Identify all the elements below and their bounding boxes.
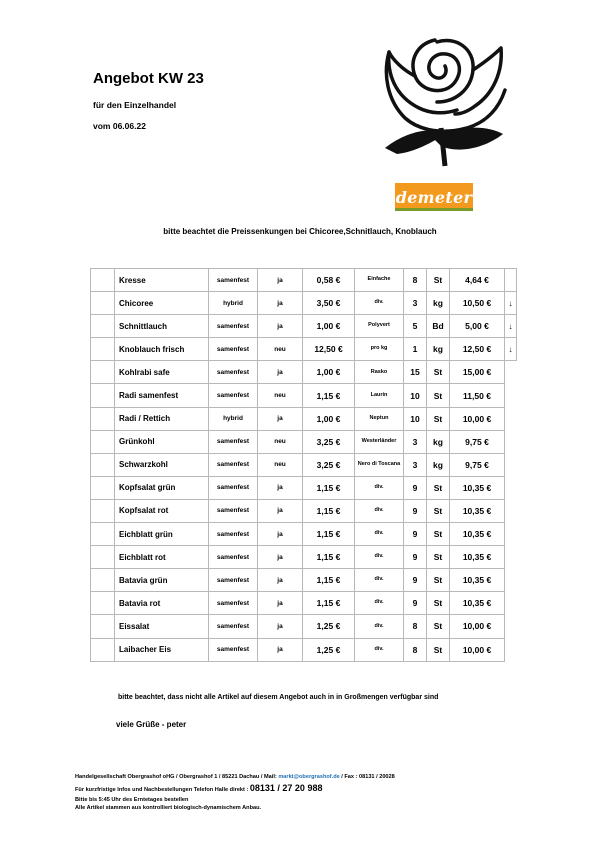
status-flag: neu xyxy=(258,453,303,476)
status-flag: ja xyxy=(258,269,303,292)
row-blank-cell xyxy=(91,546,115,569)
pack-price: 10,50 € xyxy=(450,292,505,315)
pack-quantity: 9 xyxy=(404,499,427,522)
demeter-logo xyxy=(395,183,473,211)
pack-price: 10,00 € xyxy=(450,638,505,661)
status-flag: ja xyxy=(258,615,303,638)
footer-phone-line xyxy=(75,782,395,796)
variety: Polyvert xyxy=(355,315,404,338)
pack-unit: St xyxy=(427,361,450,384)
pack-unit: St xyxy=(427,569,450,592)
row-blank-cell xyxy=(91,499,115,522)
status-flag: neu xyxy=(258,430,303,453)
footer-order-note: Bitte bis 5:45 Uhr des Erntetages bestellen xyxy=(75,796,189,803)
footer-origin-note: Alle Artikel stammen aus kontrolliert biologisch-dynamischem Anbau. xyxy=(75,805,262,812)
table-row xyxy=(91,523,517,546)
seed-type: samenfest xyxy=(209,361,258,384)
pack-unit: Bd xyxy=(427,315,450,338)
pack-quantity: 1 xyxy=(404,338,427,361)
availability-note: bitte beachtet, dass nicht alle Artikel auf diesem Angebot auch in in Großmengen verfügbar sind xyxy=(118,694,439,701)
table-row xyxy=(91,569,517,592)
pack-price: 9,75 € xyxy=(450,453,505,476)
greeting: viele Grüße - peter xyxy=(116,720,187,729)
price-drop-icon xyxy=(505,269,517,292)
pack-price: 10,35 € xyxy=(450,592,505,615)
pack-quantity: 3 xyxy=(404,292,427,315)
pack-unit: kg xyxy=(427,338,450,361)
offer-table-body xyxy=(91,269,517,662)
variety: Westerländer xyxy=(355,430,404,453)
pack-quantity: 10 xyxy=(404,384,427,407)
row-blank-cell xyxy=(91,361,115,384)
seed-type: samenfest xyxy=(209,430,258,453)
row-blank-cell xyxy=(91,638,115,661)
variety: div. xyxy=(355,592,404,615)
product-name: Kopfsalat rot xyxy=(115,499,209,522)
status-flag: ja xyxy=(258,523,303,546)
status-flag: neu xyxy=(258,384,303,407)
pack-unit: kg xyxy=(427,430,450,453)
unit-price: 1,00 € xyxy=(303,407,355,430)
row-blank-cell xyxy=(91,476,115,499)
status-flag: ja xyxy=(258,546,303,569)
seed-type: samenfest xyxy=(209,523,258,546)
seed-type: samenfest xyxy=(209,615,258,638)
table-row xyxy=(91,338,517,361)
table-row xyxy=(91,407,517,430)
unit-price: 1,25 € xyxy=(303,638,355,661)
pack-unit: St xyxy=(427,269,450,292)
row-blank-cell xyxy=(91,453,115,476)
table-row xyxy=(91,615,517,638)
variety: div. xyxy=(355,638,404,661)
product-name: Grünkohl xyxy=(115,430,209,453)
unit-price: 1,00 € xyxy=(303,361,355,384)
offer-date: vom 06.06.22 xyxy=(93,121,146,131)
table-row xyxy=(91,315,517,338)
footer xyxy=(75,773,395,813)
unit-price: 1,25 € xyxy=(303,615,355,638)
unit-price: 1,00 € xyxy=(303,315,355,338)
price-drop-icon xyxy=(505,569,517,592)
seed-type: samenfest xyxy=(209,476,258,499)
product-name: Kohlrabi safe xyxy=(115,361,209,384)
pack-quantity: 3 xyxy=(404,430,427,453)
unit-price: 3,50 € xyxy=(303,292,355,315)
status-flag: ja xyxy=(258,361,303,384)
variety: pro kg xyxy=(355,338,404,361)
pack-unit: St xyxy=(427,638,450,661)
unit-price: 1,15 € xyxy=(303,546,355,569)
table-row xyxy=(91,361,517,384)
status-flag: ja xyxy=(258,476,303,499)
price-drop-icon xyxy=(505,476,517,499)
pack-quantity: 9 xyxy=(404,476,427,499)
table-row xyxy=(91,592,517,615)
product-name: Eichblatt rot xyxy=(115,546,209,569)
demeter-logo-stripe xyxy=(395,208,473,211)
price-drop-icon xyxy=(505,592,517,615)
seed-type: samenfest xyxy=(209,638,258,661)
product-name: Radi samenfest xyxy=(115,384,209,407)
row-blank-cell xyxy=(91,592,115,615)
table-row xyxy=(91,430,517,453)
price-drop-icon xyxy=(505,499,517,522)
footer-phone: 08131 / 27 20 988 xyxy=(249,782,323,793)
status-flag: ja xyxy=(258,499,303,522)
footer-company-line xyxy=(75,773,395,782)
unit-price: 12,50 € xyxy=(303,338,355,361)
footer-fax: / Fax : 08131 / 20028 xyxy=(339,774,395,780)
footer-phone-label: Für kurzfristige Infos und Nachbestellungen Telefon Halle direkt : xyxy=(75,786,250,793)
pack-price: 10,35 € xyxy=(450,476,505,499)
price-drop-icon xyxy=(505,615,517,638)
pack-price: 10,00 € xyxy=(450,407,505,430)
pack-unit: St xyxy=(427,476,450,499)
status-flag: neu xyxy=(258,338,303,361)
price-drop-icon xyxy=(505,430,517,453)
pack-quantity: 9 xyxy=(404,523,427,546)
price-reduction-notice: bitte beachtet die Preissenkungen bei Chicoree,Schnitlauch, Knoblauch xyxy=(163,227,437,236)
rose-logo-icon xyxy=(375,30,510,170)
seed-type: samenfest xyxy=(209,592,258,615)
pack-quantity: 9 xyxy=(404,592,427,615)
seed-type: samenfest xyxy=(209,315,258,338)
status-flag: ja xyxy=(258,592,303,615)
variety: div. xyxy=(355,523,404,546)
product-name: Kopfsalat grün xyxy=(115,476,209,499)
seed-type: samenfest xyxy=(209,453,258,476)
product-name: Radi / Rettich xyxy=(115,407,209,430)
seed-type: samenfest xyxy=(209,569,258,592)
variety: Neptun xyxy=(355,407,404,430)
unit-price: 1,15 € xyxy=(303,592,355,615)
pack-unit: St xyxy=(427,592,450,615)
pack-unit: kg xyxy=(427,292,450,315)
product-name: Kresse xyxy=(115,269,209,292)
product-name: Chicoree xyxy=(115,292,209,315)
pack-price: 10,00 € xyxy=(450,615,505,638)
seed-type: samenfest xyxy=(209,499,258,522)
footer-email-link[interactable]: markt@obergrashof.de xyxy=(278,774,340,780)
variety: Laurin xyxy=(355,384,404,407)
price-drop-icon xyxy=(505,523,517,546)
table-row xyxy=(91,453,517,476)
row-blank-cell xyxy=(91,315,115,338)
pack-quantity: 8 xyxy=(404,269,427,292)
pack-quantity: 8 xyxy=(404,638,427,661)
price-drop-icon: ↓ xyxy=(505,315,517,338)
seed-type: samenfest xyxy=(209,338,258,361)
pack-unit: St xyxy=(427,499,450,522)
product-name: Batavia rot xyxy=(115,592,209,615)
pack-unit: St xyxy=(427,523,450,546)
pack-price: 11,50 € xyxy=(450,384,505,407)
seed-type: samenfest xyxy=(209,546,258,569)
variety: Nero di Toscana xyxy=(355,453,404,476)
variety: div. xyxy=(355,476,404,499)
table-row xyxy=(91,269,517,292)
unit-price: 1,15 € xyxy=(303,476,355,499)
page-subtitle: für den Einzelhandel xyxy=(93,100,177,110)
seed-type: samenfest xyxy=(209,269,258,292)
price-drop-icon xyxy=(505,546,517,569)
product-name: Laibacher Eis xyxy=(115,638,209,661)
pack-price: 15,00 € xyxy=(450,361,505,384)
pack-unit: St xyxy=(427,384,450,407)
unit-price: 3,25 € xyxy=(303,453,355,476)
price-drop-icon xyxy=(505,407,517,430)
pack-price: 10,35 € xyxy=(450,499,505,522)
row-blank-cell xyxy=(91,615,115,638)
pack-unit: kg xyxy=(427,453,450,476)
seed-type: hybrid xyxy=(209,292,258,315)
unit-price: 3,25 € xyxy=(303,430,355,453)
page-title: Angebot KW 23 xyxy=(93,70,204,87)
pack-price: 10,35 € xyxy=(450,546,505,569)
demeter-logo-text: demeter xyxy=(395,187,473,207)
unit-price: 0,58 € xyxy=(303,269,355,292)
table-row xyxy=(91,384,517,407)
variety: div. xyxy=(355,569,404,592)
row-blank-cell xyxy=(91,569,115,592)
table-row xyxy=(91,546,517,569)
pack-price: 9,75 € xyxy=(450,430,505,453)
offer-table xyxy=(90,268,517,662)
product-name: Batavia grün xyxy=(115,569,209,592)
seed-type: hybrid xyxy=(209,407,258,430)
price-drop-icon: ↓ xyxy=(505,292,517,315)
pack-price: 12,50 € xyxy=(450,338,505,361)
footer-company: Handelgesellschaft Obergrashof oHG / Obergrashof 1 / 85221 Dachau / Mail: xyxy=(75,774,279,780)
unit-price: 1,15 € xyxy=(303,523,355,546)
pack-quantity: 15 xyxy=(404,361,427,384)
product-name: Schwarzkohl xyxy=(115,453,209,476)
product-name: Knoblauch frisch xyxy=(115,338,209,361)
variety: div. xyxy=(355,546,404,569)
pack-price: 10,35 € xyxy=(450,523,505,546)
seed-type: samenfest xyxy=(209,384,258,407)
unit-price: 1,15 € xyxy=(303,384,355,407)
variety: div. xyxy=(355,615,404,638)
table-row xyxy=(91,499,517,522)
variety: div. xyxy=(355,499,404,522)
status-flag: ja xyxy=(258,407,303,430)
price-drop-icon: ↓ xyxy=(505,338,517,361)
row-blank-cell xyxy=(91,338,115,361)
product-name: Eissalat xyxy=(115,615,209,638)
pack-quantity: 10 xyxy=(404,407,427,430)
unit-price: 1,15 € xyxy=(303,499,355,522)
status-flag: ja xyxy=(258,315,303,338)
row-blank-cell xyxy=(91,430,115,453)
pack-quantity: 3 xyxy=(404,453,427,476)
pack-unit: St xyxy=(427,407,450,430)
status-flag: ja xyxy=(258,292,303,315)
pack-quantity: 9 xyxy=(404,546,427,569)
status-flag: ja xyxy=(258,638,303,661)
pack-quantity: 5 xyxy=(404,315,427,338)
price-drop-icon xyxy=(505,638,517,661)
variety: Rasko xyxy=(355,361,404,384)
table-row xyxy=(91,476,517,499)
row-blank-cell xyxy=(91,269,115,292)
row-blank-cell xyxy=(91,292,115,315)
pack-price: 4,64 € xyxy=(450,269,505,292)
unit-price: 1,15 € xyxy=(303,569,355,592)
price-drop-icon xyxy=(505,361,517,384)
product-name: Eichblatt grün xyxy=(115,523,209,546)
pack-quantity: 9 xyxy=(404,569,427,592)
price-drop-icon xyxy=(505,453,517,476)
table-row xyxy=(91,292,517,315)
status-flag: ja xyxy=(258,569,303,592)
pack-unit: St xyxy=(427,546,450,569)
variety: Einfache xyxy=(355,269,404,292)
row-blank-cell xyxy=(91,407,115,430)
pack-price: 5,00 € xyxy=(450,315,505,338)
variety: div. xyxy=(355,292,404,315)
pack-quantity: 8 xyxy=(404,615,427,638)
row-blank-cell xyxy=(91,523,115,546)
row-blank-cell xyxy=(91,384,115,407)
pack-price: 10,35 € xyxy=(450,569,505,592)
table-row xyxy=(91,638,517,661)
pack-unit: St xyxy=(427,615,450,638)
product-name: Schnittlauch xyxy=(115,315,209,338)
price-drop-icon xyxy=(505,384,517,407)
